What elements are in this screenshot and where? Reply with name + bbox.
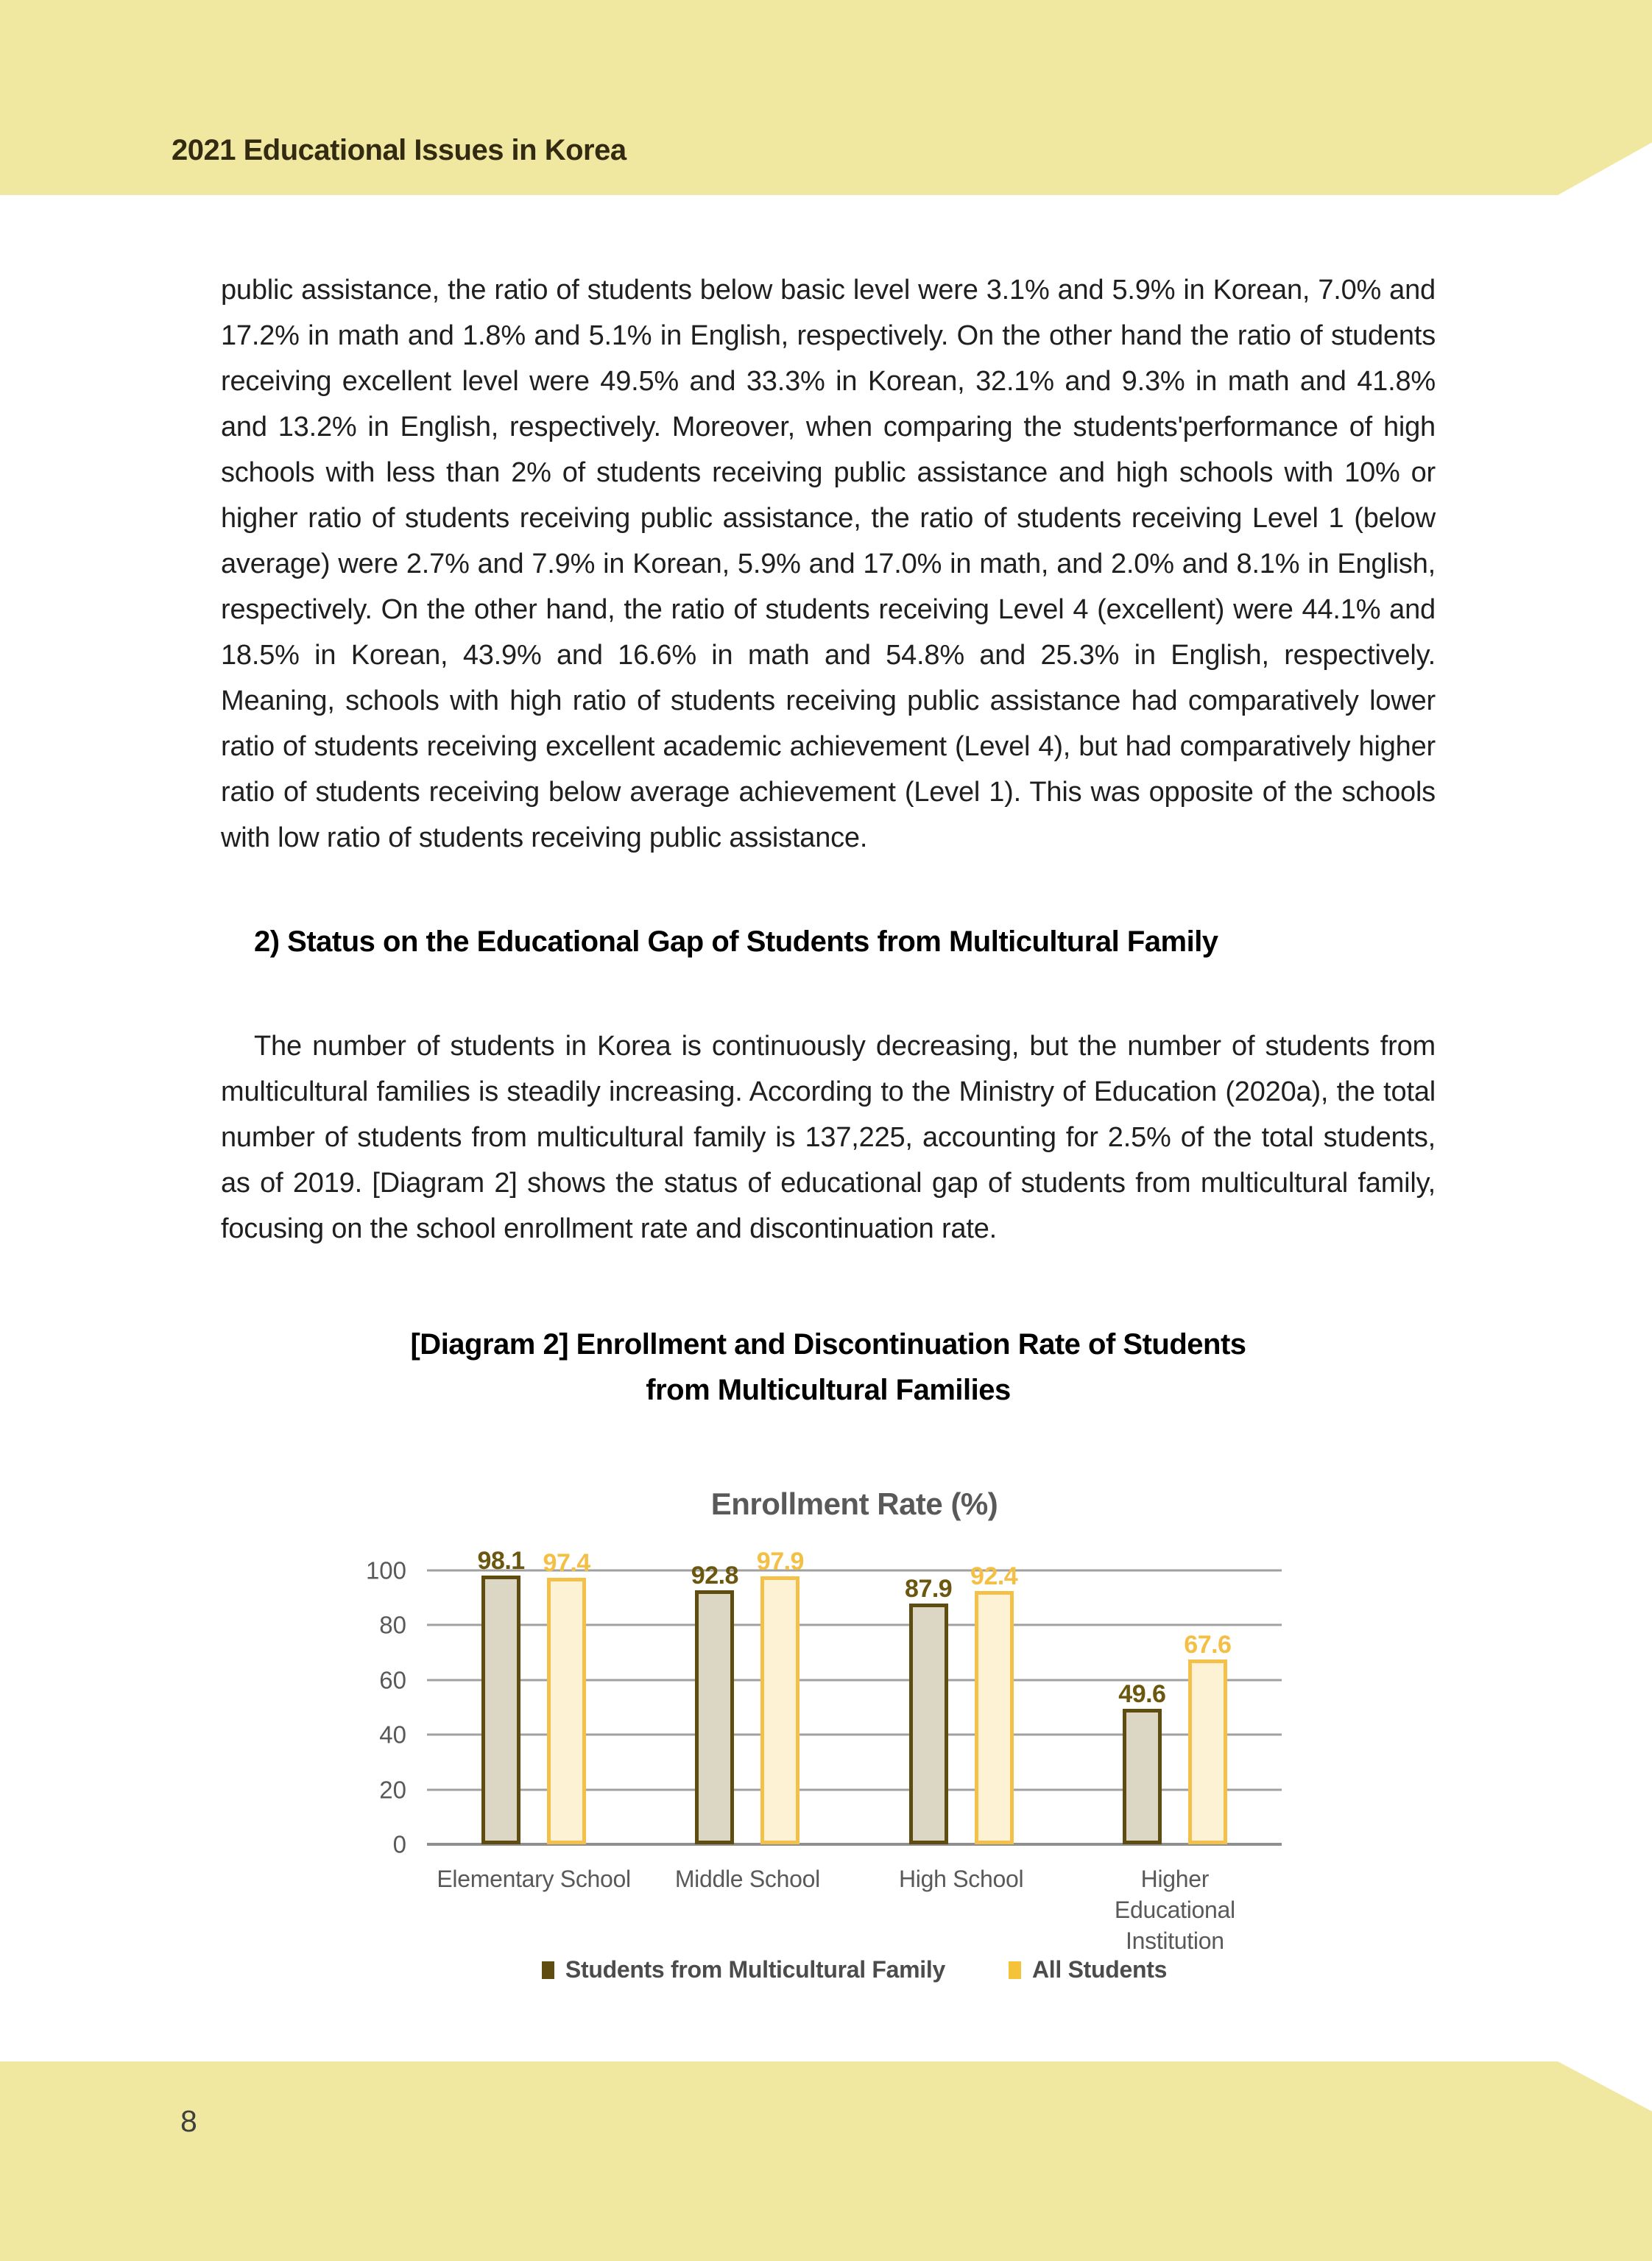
y-axis-tick-label: 0 [392, 1830, 406, 1858]
x-axis-label [427, 1844, 640, 1955]
legend-swatch [1009, 1961, 1021, 1979]
diagram-caption-line: [Diagram 2] Enrollment and Discontinuation Rate of Students [410, 1328, 1246, 1361]
x-axis-label-line: Educational Institution [1114, 1897, 1235, 1954]
y-axis-tick-label: 100 [365, 1556, 406, 1584]
y-axis [353, 1556, 427, 1858]
x-axis-label [855, 1844, 1068, 1955]
diagram-caption-line: from Multicultural Families [646, 1374, 1011, 1406]
bar-value-label: 97.9 [756, 1547, 804, 1576]
y-axis-tick-label: 20 [379, 1776, 406, 1804]
x-axis-label [640, 1844, 854, 1955]
bar-value-label: 87.9 [905, 1575, 953, 1604]
x-axis-label-line: Higher [1140, 1866, 1210, 1892]
diagram-caption [221, 1322, 1436, 1413]
section-heading: 2) Status on the Educational Gap of Students from Multicultural Family [254, 925, 1218, 958]
bar [905, 1575, 953, 1844]
x-axis [427, 1844, 1282, 1955]
plot-area [427, 1547, 1282, 1844]
bar [1184, 1630, 1232, 1844]
enrollment-rate-chart [353, 1486, 1282, 1983]
category-group [427, 1547, 640, 1844]
header-title: 2021 Educational Issues in Korea [172, 134, 626, 166]
plot-wrap [353, 1547, 1282, 1858]
y-axis-tick-label: 60 [379, 1666, 406, 1694]
bar [756, 1547, 804, 1844]
bar [1118, 1679, 1166, 1845]
legend-swatch [542, 1961, 554, 1979]
bar-value-label: 67.6 [1184, 1630, 1232, 1659]
bar-value-label: 98.1 [477, 1547, 525, 1576]
legend-item [1009, 1956, 1167, 1983]
footer-band [0, 2061, 1652, 2261]
category-group [1068, 1570, 1282, 1844]
legend-label: Students from Multicultural Family [565, 1956, 945, 1983]
x-axis-label-line: Elementary School [437, 1866, 631, 1892]
y-axis-tick-label: 40 [379, 1721, 406, 1749]
category-group [855, 1562, 1068, 1844]
x-axis-label-line: High School [899, 1866, 1024, 1892]
paragraph: The number of students in Korea is continuously decreasing, but the number of students from multicultural families is steadily increasing. According to the Ministry of Education (2020a), the total number of students from multicultural family is 137,225, accounting for 2.5% of the total students, as of 2019. [Diagram 2] shows the status of educational gap of students from multicultural family, focusing on the school enrollment rate and discontinuation rate. [221, 1031, 1436, 1244]
chart-legend [427, 1956, 1282, 1983]
legend-item [542, 1956, 945, 1983]
bar [691, 1561, 738, 1844]
paragraph: public assistance, the ratio of students below basic level were 3.1% and 5.9% in Korean, 7.0% and 17.2% in math and 1.8% and 5.1% in English, respectively. On the other hand the ratio of students receiving excellent level were 49.5% and 33.3% in Korean, 32.1% and 9.3% in math and 41.8% and 13.2% in English, respectively. Moreover, when comparing the students'performance of high schools with less than 2% of students receiving public assistance and high schools with 10% or higher ratio of students receiving public assistance, the ratio of students receiving Level 1 (below average) were 2.7% and 7.9% in Korean, 5.9% and 17.0% in math, and 2.0% and 8.1% in English, respectively. On the other hand, the ratio of students receiving Level 4 (excellent) were 44.1% and 18.5% in Korean, 43.9% and 16.6% in math and 54.8% and 25.3% in English, respectively. Meaning, schools with high ratio of students receiving public assistance had comparatively lower ratio of students receiving excellent academic achievement (Level 4), but had comparatively higher ratio of students receiving below average achievement (Level 1). This was opposite of the schools with low ratio of students receiving public assistance. [221, 275, 1436, 853]
bar [970, 1562, 1018, 1844]
bar-value-label: 92.4 [970, 1562, 1018, 1591]
bar [543, 1548, 590, 1844]
bar-value-label: 97.4 [543, 1548, 590, 1577]
chart-title: Enrollment Rate (%) [710, 1486, 998, 1521]
bar-value-label: 92.8 [691, 1561, 738, 1590]
category-group [640, 1547, 854, 1844]
page-number: 8 [180, 2104, 197, 2138]
x-axis-label-line: Middle School [674, 1866, 820, 1892]
x-axis-label [1068, 1844, 1282, 1955]
y-axis-tick-label: 80 [379, 1611, 406, 1639]
bar [477, 1547, 525, 1844]
bar-value-label: 49.6 [1118, 1679, 1166, 1708]
article-content [221, 195, 1436, 1983]
legend-label: All Students [1032, 1956, 1168, 1983]
